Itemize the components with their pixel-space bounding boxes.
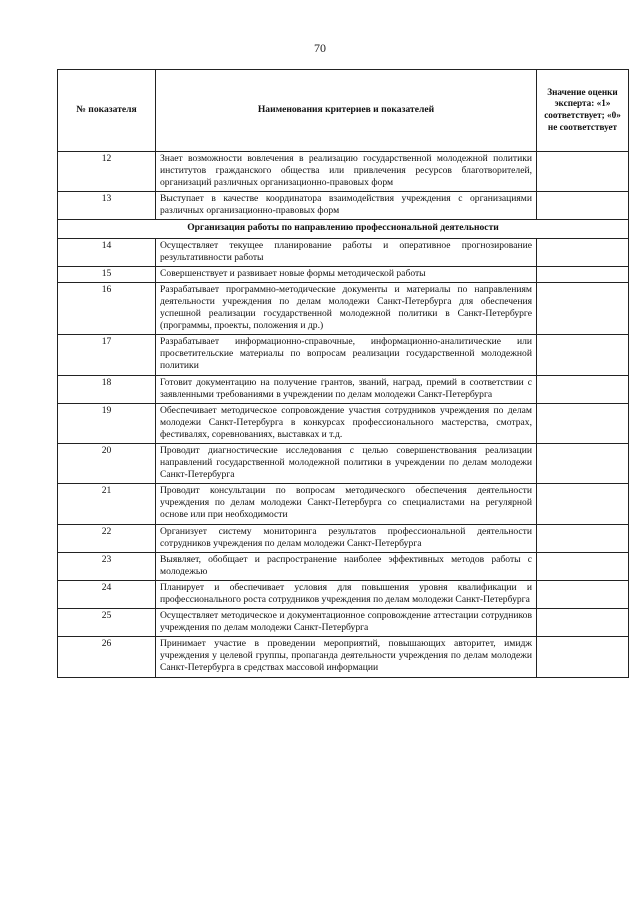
indicator-text: Проводит диагностические исследования с целью совершенствования реализации направлений государственной молодежной политики в учреждении по делам молодежи Санкт-Петербурга <box>156 443 537 483</box>
section-title: Организация работы по направлению профессиональной деятельности <box>58 220 629 238</box>
expert-value-cell[interactable] <box>537 152 629 192</box>
indicator-text: Проводит консультации по вопросам методического обеспечения деятельности учреждения по делам молодежи Санкт-Петербурга со специалистами на регулярной основе или при необходимости <box>156 484 537 524</box>
indicator-number: 25 <box>58 609 156 637</box>
indicator-number: 12 <box>58 152 156 192</box>
table-row <box>58 375 629 403</box>
table-row <box>58 192 629 220</box>
indicator-number: 19 <box>58 403 156 443</box>
table-row <box>58 282 629 334</box>
table-row <box>58 484 629 524</box>
table-row <box>58 266 629 282</box>
indicator-text: Готовит документацию на получение грантов, званий, наград, премий в соответствии с заявленными требованиями в учреждении по делам молодежи Санкт-Петербурга <box>156 375 537 403</box>
table-header-row <box>58 70 629 152</box>
indicator-number: 13 <box>58 192 156 220</box>
indicator-number: 24 <box>58 580 156 608</box>
expert-value-cell[interactable] <box>537 443 629 483</box>
expert-value-cell[interactable] <box>537 552 629 580</box>
table-row <box>58 609 629 637</box>
table-row <box>58 552 629 580</box>
indicator-text: Организует систему мониторинга результатов профессиональной деятельности сотрудников учреждения по делам молодежи Санкт-Петербурга <box>156 524 537 552</box>
table-row <box>58 238 629 266</box>
indicator-number: 14 <box>58 238 156 266</box>
indicator-number: 21 <box>58 484 156 524</box>
expert-value-cell[interactable] <box>537 266 629 282</box>
indicator-number: 15 <box>58 266 156 282</box>
indicator-text: Знает возможности вовлечения в реализацию государственной молодежной политики институтов гражданского общества или привлечения ресурсов благотворителей, организаций различных организационно-правовых форм <box>156 152 537 192</box>
expert-value-cell[interactable] <box>537 238 629 266</box>
indicator-number: 23 <box>58 552 156 580</box>
header-number: № показателя <box>58 70 156 152</box>
indicator-text: Планирует и обеспечивает условия для повышения уровня квалификации и профессионального роста сотрудников учреждения по делам молодежи Санкт-Петербурга <box>156 580 537 608</box>
indicator-text: Осуществляет методическое и документационное сопровождение аттестации сотрудников учреждения по делам молодежи Санкт-Петербурга <box>156 609 537 637</box>
table-row <box>58 637 629 677</box>
table-row <box>58 580 629 608</box>
table-row <box>58 152 629 192</box>
expert-value-cell[interactable] <box>537 192 629 220</box>
expert-value-cell[interactable] <box>537 484 629 524</box>
expert-value-cell[interactable] <box>537 282 629 334</box>
table-body <box>58 152 629 678</box>
indicator-text: Осуществляет текущее планирование работы и оперативное прогнозирование результативности работы <box>156 238 537 266</box>
table-row <box>58 443 629 483</box>
indicator-number: 26 <box>58 637 156 677</box>
expert-value-cell[interactable] <box>537 335 629 375</box>
header-expert-value: Значение оценки эксперта: «1» соответствует; «0» не соответствует <box>537 70 629 152</box>
expert-value-cell[interactable] <box>537 524 629 552</box>
table-row <box>58 524 629 552</box>
indicator-number: 18 <box>58 375 156 403</box>
table-row <box>58 403 629 443</box>
criteria-table <box>57 69 629 678</box>
expert-value-cell[interactable] <box>537 403 629 443</box>
indicator-text: Принимает участие в проведении мероприятий, повышающих авторитет, имидж учреждения у целевой группы, пропаганда деятельности учреждения по делам молодежи Санкт-Петербурга в средствах массовой информации <box>156 637 537 677</box>
indicator-number: 22 <box>58 524 156 552</box>
expert-value-cell[interactable] <box>537 580 629 608</box>
indicator-text: Обеспечивает методическое сопровождение участия сотрудников учреждения по делам молодежи Санкт-Петербурга в конкурсах профессионального мастерства, смотрах, фестивалях, соревнованиях, выставках и т.д. <box>156 403 537 443</box>
expert-value-cell[interactable] <box>537 375 629 403</box>
table-row <box>58 335 629 375</box>
indicator-number: 20 <box>58 443 156 483</box>
indicator-text: Выступает в качестве координатора взаимодействия учреждения с организациями различных организационно-правовых форм <box>156 192 537 220</box>
page-number: 70 <box>314 41 326 55</box>
indicator-text: Выявляет, обобщает и распространение наиболее эффективных методов работы с молодежью <box>156 552 537 580</box>
indicator-text: Совершенствует и развивает новые формы методической работы <box>156 266 537 282</box>
header-criteria-name: Наименования критериев и показателей <box>156 70 537 152</box>
expert-value-cell[interactable] <box>537 637 629 677</box>
section-row <box>58 220 629 238</box>
indicator-number: 17 <box>58 335 156 375</box>
indicator-text: Разрабатывает информационно-справочные, информационно-аналитические или просветительские материалы по вопросам реализации государственной молодежной политики <box>156 335 537 375</box>
expert-value-cell[interactable] <box>537 609 629 637</box>
indicator-text: Разрабатывает программно-методические документы и материалы по направлениям деятельности учреждения по делам молодежи Санкт-Петербурга для обеспечения успешной реализации государственной молодежной политики в Санкт-Петербурге (программы, проекты, положения и др.) <box>156 282 537 334</box>
indicator-number: 16 <box>58 282 156 334</box>
